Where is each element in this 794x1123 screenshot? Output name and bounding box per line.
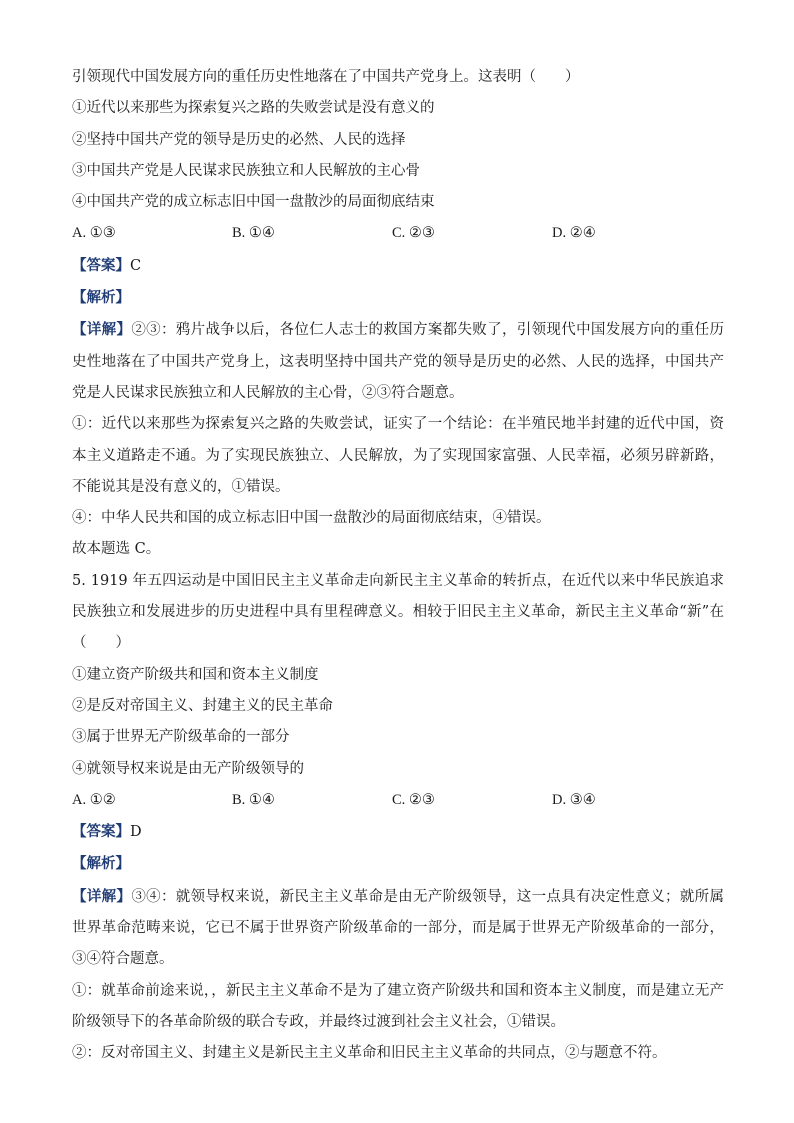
q5-detail-1: [72, 881, 724, 976]
detail-tag: 【详解】: [72, 887, 132, 905]
q5-detail-2: ①：就革命前途来说，，新民主主义革命不是为了建立资产阶级共和国和资本主义制度，而是建立无产阶级领导下的各革命阶级的联合专政，并最终过渡到社会主义社会，①错误。: [72, 982, 724, 1030]
answer-tag: 【答案】: [72, 823, 130, 841]
q4-item-2: ②坚持中国共产党的领导是历史的必然、人民的选择: [72, 131, 406, 148]
q4-options: [72, 218, 724, 249]
detail-tag: 【详解】: [72, 321, 132, 339]
answer-tag: 【答案】: [72, 256, 130, 274]
q4-item-4: ④中国共产党的成立标志旧中国一盘散沙的局面彻底结束: [72, 194, 435, 211]
q4-answer: [72, 250, 724, 282]
answer-value: C: [130, 257, 142, 274]
q5-detail-1-text: ③④：就领导权来说，新民主主义革命是由无产阶级领导，这一点具有决定性意义；就所属世界革命范畴来说，它已不属于世界资产阶级革命的一部分，而是属于世界无产阶级革命的一部分，③④符合题意。: [72, 888, 725, 968]
q4-option-d: D. ②④: [552, 225, 596, 242]
q4-option-b: B. ①④: [232, 225, 275, 242]
q4-option-c: C. ②③: [392, 225, 435, 242]
q5-option-a: A. ①②: [72, 791, 116, 808]
q5-detail-3: ②：反对帝国主义、封建主义是新民主主义革命和旧民主主义革命的共同点，②与题意不符。: [72, 1045, 667, 1062]
q5-options: [72, 785, 724, 816]
q4-option-a: A. ①③: [72, 225, 116, 242]
q5-stem: 5. 1919 年五四运动是中国旧民主主义革命走向新民主主义革命的转折点，在近代以来中华民族追求民族独立和发展进步的历史进程中具有里程碑意义。相较于旧民主主义革命，新民主主义革命“新”在（ ）: [72, 572, 724, 652]
q4-detail-3: ④：中华人民共和国的成立标志旧中国一盘散沙的局面彻底结束，④错误。: [72, 510, 551, 527]
analysis-tag: 【解析】: [72, 855, 130, 873]
q4-stem: 引领现代中国发展方向的重任历史性地落在了中国共产党身上。这表明（ ）: [72, 69, 580, 85]
q5-option-c: C. ②③: [392, 791, 435, 808]
q5-item-2: ②是反对帝国主义、封建主义的民主革命: [72, 697, 333, 714]
q4-item-3: ③中国共产党是人民谋求民族独立和人民解放的主心骨: [72, 162, 420, 179]
q4-conclusion: 故本题选 C。: [72, 541, 161, 558]
q4-item-1: ①近代以来那些为探索复兴之路的失败尝试是没有意义的: [72, 100, 435, 117]
q4-analysis-heading: [72, 282, 724, 314]
q4-detail-1: [72, 314, 724, 409]
analysis-tag: 【解析】: [72, 289, 130, 307]
q5-option-b: B. ①④: [232, 791, 275, 808]
q5-item-4: ④就领导权来说是由无产阶级领导的: [72, 760, 304, 777]
q4-detail-1-text: ②③：鸦片战争以后，各位仁人志士的救国方案都失败了，引领现代中国发展方向的重任历史性地落在了中国共产党身上，这表明坚持中国共产党的领导是历史的必然、人民的选择，中国共产党是人民谋求民族独立和人民解放的主心骨，②③符合题意。: [72, 322, 725, 401]
q5-item-1: ①建立资产阶级共和国和资本主义制度: [72, 666, 319, 683]
q5-option-d: D. ③④: [552, 791, 596, 808]
q5-item-3: ③属于世界无产阶级革命的一部分: [72, 729, 290, 746]
q4-detail-2: ①：近代以来那些为探索复兴之路的失败尝试，证实了一个结论：在半殖民地半封建的近代中国，资本主义道路走不通。为了实现民族独立、人民解放，为了实现国家富强、人民幸福，必须另辟新路，不能说其是没有意义的，①错误。: [72, 416, 724, 495]
document-page: [72, 62, 724, 1070]
answer-value: D: [130, 824, 142, 841]
q5-analysis-heading: [72, 848, 724, 880]
q5-answer: [72, 816, 724, 848]
